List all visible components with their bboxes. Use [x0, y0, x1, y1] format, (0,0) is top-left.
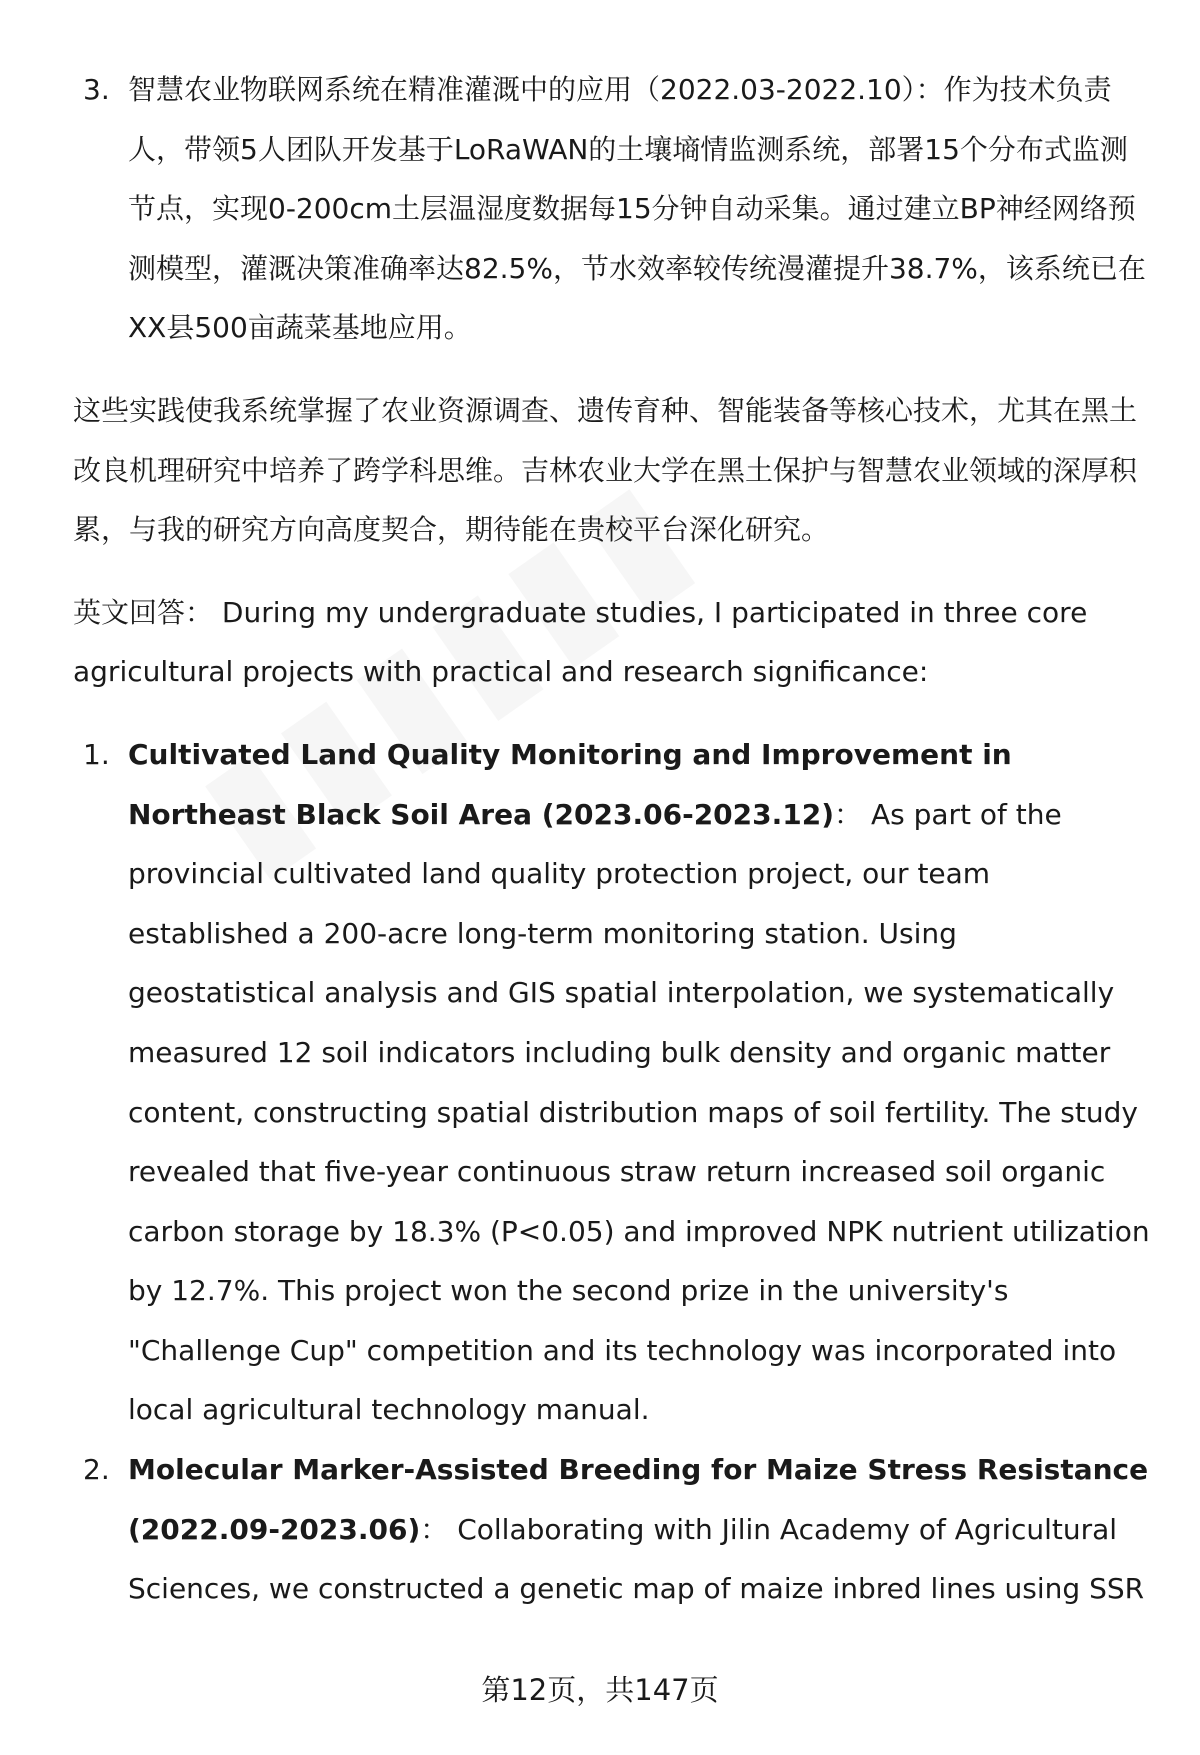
page-footer: 第12页，共147页 [481, 1673, 719, 1707]
page-content [73, 60, 1153, 1619]
en-item-1-separator: ： [834, 797, 863, 831]
en-item-1-text: As part of the provincial cultivated land quality protection project, our team established a 200-acre long-term monitoring station. Using geostatistical analysis and GIS spatial interpolation, we systematically measured 12 soil indicators including bulk density and organic matter content, constructing spatial distribution maps of soil fertility. The study revealed that five-year continuous straw return increased soil organic carbon storage by 18.3% (P<0.05) and improved NPK nutrient utilization by 12.7%. This project won the second prize in the university's "Challenge Cup" competition and its technology was incorporated into local agricultural technology manual. [128, 797, 1150, 1427]
en-item-2-text: Collaborating with Jilin Academy of Agricultural Sciences, we constructed a genetic map of maize inbred lines using SSR [128, 1512, 1145, 1606]
list-number: 3. [83, 73, 110, 106]
en-intro-label: 英文回答： [73, 595, 214, 629]
cn-item-3-text: 智慧农业物联网系统在精准灌溉中的应用（2022.03-2022.10）：作为技术负责人，带领5人团队开发基于LoRaWAN的土壤墒情监测系统，部署15个分布式监测节点，实现0-200cm土层温湿度数据每15分钟自动采集。通过建立BP神经网络预测模型，灌溉决策准确率达82.5%，节水效率较传统漫灌提升38.7%，该系统已在XX县500亩蔬菜基地应用。 [128, 73, 1146, 345]
en-intro-paragraph [73, 583, 1153, 702]
en-item-1-title: Cultivated Land Quality Monitoring and Improvement in Northeast Black Soil Area (2023.06-2023.12) [128, 737, 1012, 831]
en-list-item-2 [73, 1440, 1153, 1619]
en-intro-text: During my undergraduate studies, I participated in three core agricultural projects with practical and research significance: [73, 595, 1088, 689]
list-number: 2. [83, 1453, 110, 1487]
en-item-2-title: Molecular Marker-Assisted Breeding for Maize Stress Resistance (2022.09-2023.06) [128, 1453, 1149, 1546]
en-item-2-separator: ： [420, 1512, 449, 1546]
cn-list-item-3 [73, 60, 1153, 358]
en-list-item-1 [73, 725, 1153, 1440]
list-number: 1. [83, 737, 110, 771]
cn-summary-paragraph: 这些实践使我系统掌握了农业资源调查、遗传育种、智能装备等核心技术，尤其在黑土改良机理研究中培养了跨学科思维。吉林农业大学在黑土保护与智慧农业领域的深厚积累，与我的研究方向高度契合，期待能在贵校平台深化研究。 [73, 393, 1138, 547]
